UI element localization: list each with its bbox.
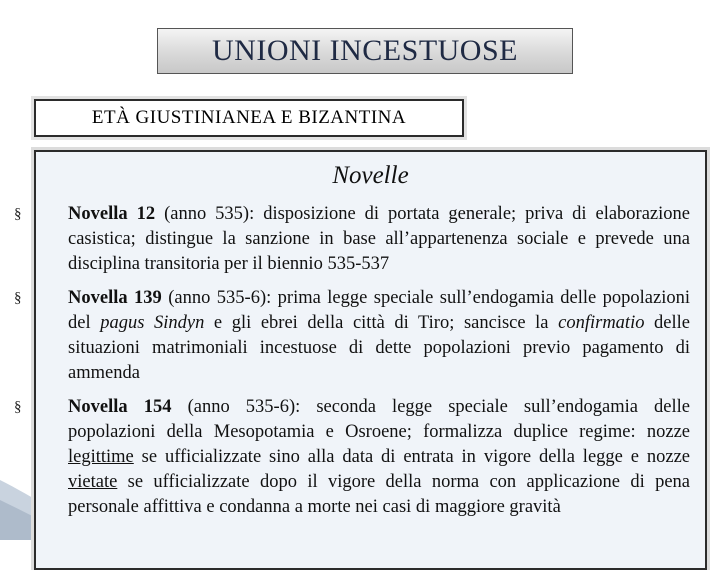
novelle-list bbox=[14, 202, 690, 529]
item-text: (anno 535-6): seconda legge speciale sull’endogamia delle popolazioni della Mesopotamia e Osroene; formalizza duplice regime: nozze bbox=[68, 397, 691, 442]
item-italic-term: pagus Sindyn bbox=[100, 313, 205, 333]
bullet-icon: § bbox=[14, 290, 22, 306]
list-item-novella-12 bbox=[14, 202, 690, 277]
page-subtitle: ETÀ GIUSTINIANEA E BIZANTINA bbox=[91, 107, 407, 128]
item-underlined-term: vietate bbox=[68, 472, 118, 492]
item-label: Novella 154 bbox=[68, 397, 172, 417]
bullet-icon: § bbox=[14, 206, 22, 222]
item-text: e gli ebrei della città di Tiro; sancisce la bbox=[204, 313, 559, 333]
title-banner bbox=[157, 28, 573, 74]
item-text: delle situazioni matrimoniali incestuose di dette popolazioni previo pagamento di ammenda bbox=[68, 313, 691, 383]
item-text: se ufficializzate dopo il vigore della norma con applicazione di pena personale affittiva e condanna a morte nei casi di maggiore gravità bbox=[68, 472, 690, 517]
section-heading: Novelle bbox=[332, 162, 409, 189]
list-item-novella-139 bbox=[14, 286, 690, 386]
item-text: (anno 535-6): prima legge speciale sull’endogamia delle popolazioni del bbox=[68, 288, 691, 333]
item-underlined-term: legittime bbox=[68, 447, 134, 467]
item-label: Novella 12 bbox=[68, 204, 156, 224]
subtitle-banner bbox=[34, 99, 464, 137]
item-text: se ufficializzate sino alla data di entrata in vigore della legge e nozze bbox=[133, 447, 690, 467]
item-label: Novella 139 bbox=[68, 288, 162, 308]
item-text: (anno 535): disposizione di portata generale; priva di elaborazione casistica; distingue la sanzione in base all’appartenenza sociale e prevede una disciplina transitoria per il biennio 535-537 bbox=[68, 204, 690, 274]
page-title: UNIONI INCESTUOSE bbox=[212, 34, 518, 67]
bullet-icon: § bbox=[14, 399, 22, 415]
item-italic-term: confirmatio bbox=[558, 313, 645, 333]
list-item-novella-154 bbox=[14, 395, 690, 520]
